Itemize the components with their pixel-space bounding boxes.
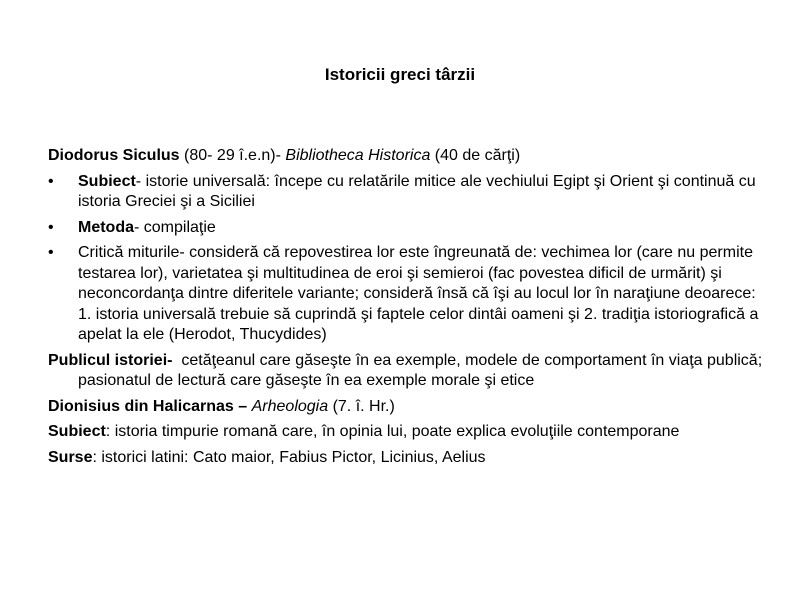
sources-paragraph — [48, 448, 768, 469]
diodorus-name: Diodorus Siculus — [48, 147, 180, 164]
diodorus-dates: (80- 29 î.e.n)- — [179, 147, 286, 164]
bullet-metoda — [48, 218, 768, 239]
subject-text: : istoria timpurie romană care, în opinia lui, poate explica evoluţiile contemporane — [105, 423, 680, 440]
public-term: Publicul istoriei- — [48, 351, 173, 369]
dionisius-name: Dionisius din Halicarnas – — [48, 397, 252, 415]
bullet-text: - compilaţie — [134, 218, 216, 236]
sources-term: Surse — [48, 448, 93, 466]
bullet-text: - istorie universală: începe cu relatările mitice ale vechiului Egipt şi Orient şi continuă cu istoria Greciei şi a Siciliei — [78, 172, 756, 210]
bullet-critica — [48, 243, 768, 346]
diodorus-work: Bibliotheca Historica — [285, 147, 431, 164]
public-text: cetăţeanul care găseşte în ea exemple, modele de comportament în viaţa publică; pasionatul de lectură care găseşte în ea exemple morale şi etice — [78, 351, 767, 389]
dionisius-date: (7. î. Hr.) — [328, 397, 395, 415]
diodorus-books: (40 de cărţi) — [430, 147, 521, 164]
subject-paragraph — [48, 422, 768, 443]
slide-content — [48, 146, 768, 473]
subject-term: Subiect — [48, 423, 106, 440]
slide-title: Istoricii greci târzii — [324, 65, 476, 84]
bullet-subiect — [48, 172, 768, 213]
bullet-term: Subiect — [78, 172, 136, 190]
dionisius-work: Arheologia — [251, 397, 329, 415]
public-paragraph — [48, 351, 768, 392]
bullet-marker: • — [48, 244, 54, 261]
bullet-marker: • — [48, 172, 54, 190]
sources-text: : istorici latini: Cato maior, Fabius Pictor, Licinius, Aelius — [92, 448, 486, 466]
dionisius-heading — [48, 397, 768, 418]
diodorus-heading — [48, 146, 768, 167]
bullet-marker: • — [48, 218, 54, 236]
bullet-text: Critică miturile- consideră că repovestirea lor este îngreunată de: vechimea lor (care nu permite testarea lor), varietatea şi multitudinea de eroi şi semieroi (fac povestea dificil de urmărit) şi neconcordanţa dintre diferitele variante; consideră însă că îşi au locul lor în naraţiune deoarece: 1. istoria universală trebuie să cuprindă şi faptele celor dintâi oameni şi 2. tradiţia istoriografică a apelat la ele (Herodot, Thucydides) — [78, 244, 759, 343]
bullet-term: Metoda — [78, 218, 134, 236]
